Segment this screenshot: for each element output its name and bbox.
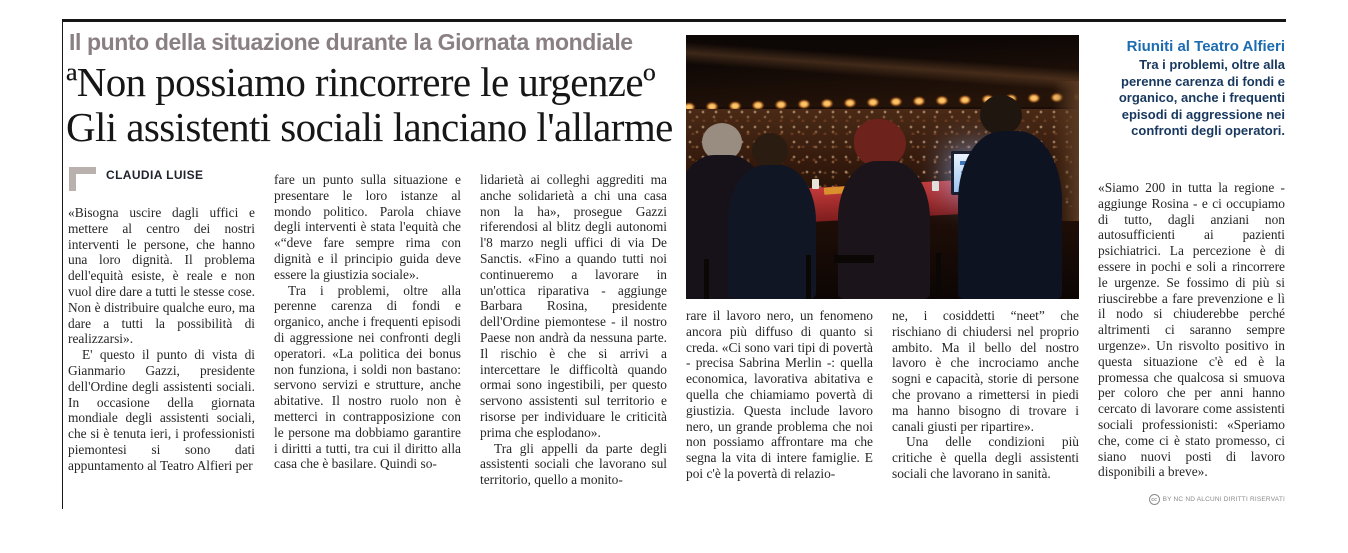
photo-chair-leg [806, 255, 811, 299]
headline-line-2: Gli assistenti sociali lanciano l'allarme [66, 104, 673, 150]
photo-person-head [752, 133, 788, 168]
body-column-6 [1098, 180, 1285, 480]
photo-cup [812, 179, 819, 189]
paragraph: E' questo il punto di vista di Gianmario Gazzi, presidente dell'Ordine degli assistenti sociali. In occasione della giornata mondiale degli assistenti sociali, che si è tenuta ieri, i professionisti piemontesi si sono dati appuntamento al Teatro Alfieri per [68, 347, 255, 473]
body-column-5 [892, 308, 1079, 482]
photo-person-torso [838, 161, 930, 299]
copyright-text: BY NC ND ALCUNI DIRITTI RISERVATI [1162, 496, 1285, 503]
paragraph: fare un punto sulla situazione e presentare le loro istanze al mondo politico. Parola chiave degli interventi è stata l'equità che «“deve fare sempre rima con dignità e il principio guida deve essere la giustizia sociale». [274, 172, 461, 282]
body-column-2 [274, 172, 461, 472]
photo-caption [1098, 38, 1285, 140]
paragraph: «Bisogna uscire dagli uffici e mettere al centro dei nostri interventi le persone, che hanno una loro dignità. Il problema dell'equità esiste, è reale e non vuol dire dare a tutti le stesse cose. Non è distribuire qualche euro, ma dare a tutti la possibilità di realizzarsi». [68, 205, 255, 347]
paragraph: Tra gli appelli da parte degli assistenti sociali che lavorano sul territorio, quello a monito- [480, 440, 667, 488]
photo-chair-leg [704, 259, 709, 299]
photo-caption-text: Tra i problemi, oltre alla perenne carenza di fondi e organico, anche i frequenti episodi di aggressione nei confronti degli operatori. [1118, 57, 1285, 138]
cc-license-icon: cc [1149, 494, 1160, 505]
photo-person-head [854, 119, 906, 167]
paragraph: «Siamo 200 in tutta la regione - aggiunge Rosina - e ci occupiamo di tutto, dagli anziani non autosufficienti ai pazienti psichiatrici. La percezione è di essere in pochi e soli a rincorrere le urgenze. Se fossimo di più si riuscirebbe a fare prevenzione e lì il nodo si chiuderebbe perché altrimenti ci saranno sempre urgenze». Un risvolto positivo in questa situazione c'è ed è la promessa che qualcosa si smuova per coloro che per anni hanno cercato di lavorare come assistenti sociali professionisti: «Speriamo che, come ci è stato promesso, ci siano nuovi posti di lavoro disponibili a breve». [1098, 180, 1285, 480]
paragraph: Tra i problemi, oltre alla perenne carenza di fondi e organico, anche i frequenti episodi di aggressione nei confronti degli operatori. «La politica dei bonus non funziona, i soldi non bastano: servono servizi e strutture, anche abitative. Il nostro ruolo non è metterci in contrapposizione con le persone ma dobbiamo garantire i diritti a tutti, tra cui il diritto alla casa che è basilare. Quindi so- [274, 282, 461, 472]
photo-person-torso [958, 131, 1062, 299]
body-column-1 [68, 205, 255, 474]
corner-mark-icon [69, 167, 96, 191]
byline [69, 167, 203, 191]
photo-chair-leg [936, 253, 941, 299]
body-column-3 [480, 172, 667, 488]
photo-person-torso [728, 165, 816, 299]
photo-chair-bar [834, 255, 874, 263]
paragraph: lidarietà ai colleghi aggrediti ma anche solidarietà a chi una casa non la ha», prosegue Gazzi riferendosi al blitz degli autonomi l'8 marzo negli uffici di via De Sanctis. «Fino a quando tutti noi continueremo a lavorare in un'ottica riparativa - aggiunge Barbara Rosina, presidente dell'Ordine piemontese - il nostro Paese non andrà da nessuna parte. Il rischio è che si arrivi a intercettare le difficoltà quando ormai sono ingestibili, per questo servono assistenti sul territorio e risorse per individuare le criticità prima che esplodano». [480, 172, 667, 440]
kicker: Il punto della situazione durante la Giornata mondiale [69, 29, 633, 55]
photo-caption-title: Riuniti al Teatro Alfieri [1126, 38, 1285, 55]
headline [66, 60, 686, 150]
paragraph: Una delle condizioni più critiche è quella degli assistenti sociali che lavorano in sanità. [892, 434, 1079, 481]
conference-photo [686, 35, 1079, 299]
body-column-4 [686, 308, 873, 482]
paragraph: ne, i cosiddetti “neet” che rischiano di chiudersi nel proprio ambito. Ma il bello del nostro lavoro è che incrociamo anche sogni e capacità, storie di persone che provano a rimettersi in piedi ma hanno bisogno di trovare i canali giusti per ripartire». [892, 308, 1079, 434]
photo-cup [932, 181, 939, 191]
photo-person-head [980, 95, 1022, 135]
paragraph: rare il lavoro nero, un fenomeno ancora più diffuso di quanto si creda. «Ci sono vari tipi di povertà - precisa Sabrina Merlin -: quella economica, lavorativa abitativa e quella che chiamiamo povertà di giustizia. Questa include lavoro nero, un grande problema che noi non possiamo affrontare ma che segna la vita di intere famiglie. E poi c'è la povertà di relazio- [686, 308, 873, 481]
byline-author: CLAUDIA LUISE [106, 168, 204, 182]
photo-light-beam [686, 39, 1079, 91]
headline-line-1: ªNon possiamo rincorrere le urgenzeº [66, 59, 656, 105]
copyright-line [1058, 494, 1285, 505]
